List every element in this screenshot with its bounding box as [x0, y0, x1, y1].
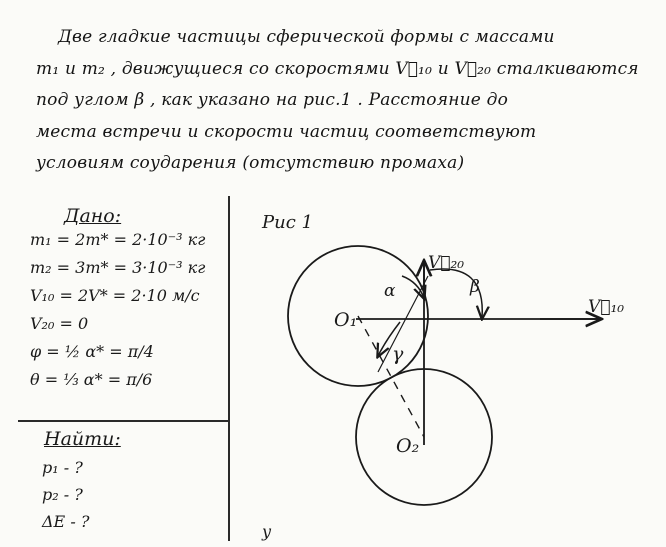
label-alpha: α — [384, 281, 396, 301]
problem-line-2: m₁ и m₂ , движущиеся со скоростями V⃗₁₀ и V⃗₂₀ сталкиваются — [36, 58, 639, 79]
problem-line-1: Две гладкие частицы сферической формы с массами — [58, 27, 555, 47]
given-v20: V₂₀ = 0 — [30, 314, 89, 333]
problem-line-5: условиям соударения (отсутствию промаха) — [36, 153, 465, 173]
given-phi: φ = ½ α* = π/4 — [30, 342, 154, 361]
problem-line-4: места встречи и скорости частиц соответствуют — [36, 121, 537, 142]
label-beta: β — [470, 277, 480, 297]
alpha-arc — [402, 276, 424, 298]
given-m2: m₂ = 3m* = 3·10⁻³ кг — [30, 258, 206, 277]
find-delta-e: ΔE - ? — [42, 512, 90, 531]
problem-line-3: под углом β , как указано на рис.1 . Расстояние до — [36, 90, 509, 110]
given-title: Дано: — [64, 205, 122, 227]
label-v20: V⃗₂₀ — [428, 253, 465, 273]
given-m1: m₁ = 2m* = 2·10⁻³ кг — [30, 230, 206, 249]
find-p2: p₂ - ? — [42, 485, 83, 504]
margin-mark: y — [262, 522, 272, 541]
label-gamma: γ — [392, 343, 404, 365]
find-title: Найти: — [44, 428, 121, 450]
find-p1: p₁ - ? — [42, 458, 83, 477]
given-theta: θ = ⅓ α* = π/6 — [30, 370, 153, 389]
given-v10: V₁₀ = 2V* = 2·10 м/с — [30, 286, 200, 305]
label-o2: O₂ — [396, 435, 420, 457]
label-o1: O₁ — [334, 309, 358, 331]
label-v10: V⃗₁₀ — [588, 297, 625, 317]
figure-caption: Рис 1 — [262, 212, 313, 233]
